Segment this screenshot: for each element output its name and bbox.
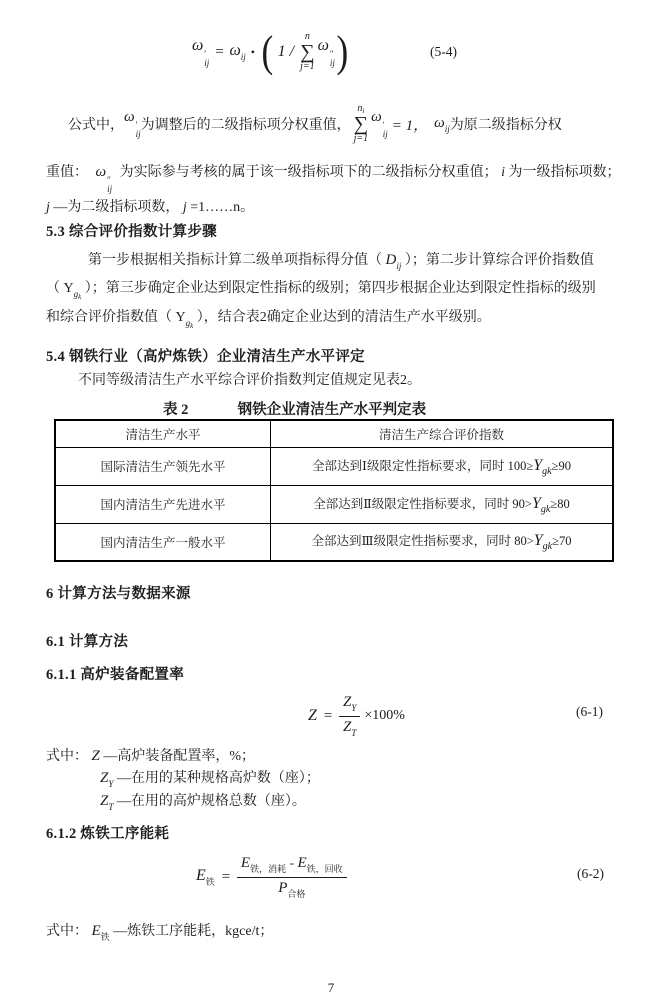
paragraph-formula-line2: [46, 162, 621, 194]
table-row: [55, 447, 613, 485]
text-run: =1……n。: [190, 200, 255, 215]
cell-criteria: [271, 485, 614, 523]
var-E-iron: $E_铁$: [91, 923, 110, 942]
var-j: j: [182, 200, 187, 215]
section-heading-6-1-1: 6.1.1 高炉装备配置率: [46, 667, 185, 683]
table-caption-label: 表 2: [163, 402, 189, 418]
var-Z-T: $Z_T$: [100, 793, 114, 812]
omega-prime-ij: ω ′ ij: [124, 109, 141, 139]
equals-sign: =: [214, 43, 225, 60]
table-row: [55, 523, 613, 561]
text-run: 为原二级指标分权: [449, 118, 562, 133]
var-Y-gk: Y: [533, 456, 543, 474]
text-run: —在用的高炉规格总数（座）。: [116, 794, 306, 809]
paragraph-5-3-line3: [46, 308, 491, 336]
equation-label-6-1: (6-1): [576, 704, 603, 719]
cell-criteria: [271, 523, 614, 561]
text-run: 和综合评价指数值（: [46, 310, 172, 325]
bullet-operator: •: [250, 44, 255, 59]
right-paren: ): [336, 27, 349, 77]
criteria-bound: ≥70: [552, 534, 572, 549]
table-2: [54, 419, 614, 562]
table-caption: [163, 398, 426, 419]
paragraph-formula-line1: [68, 98, 562, 150]
var-D-ij: $D_{ij}$: [385, 252, 402, 271]
paragraph-5-3-line1: [88, 250, 594, 276]
table-caption-title: 钢铁企业清洁生产水平判定表: [237, 402, 427, 418]
criteria-text: 全部达到Ⅱ级限定性指标要求，同时 90>: [313, 496, 532, 511]
table-row: [55, 485, 613, 523]
section-heading-6: 6 计算方法与数据来源: [46, 586, 191, 602]
section-heading-6-1-2: 6.1.2 炼铁工序能耗: [46, 826, 170, 842]
text-run: ），结合表2确定企业达到的清洁生产水平级别。: [196, 310, 491, 325]
header-cell-index: 清洁生产综合评价指数: [271, 420, 614, 447]
criteria-bound: ≥90: [551, 458, 571, 473]
section-heading-5-3: 5.3 综合评价指数计算步骤: [46, 224, 217, 240]
var-Y-gk: Y: [533, 532, 543, 550]
section-heading-6-1: 6.1 计算方法: [46, 634, 129, 650]
equals-sign: =: [220, 868, 231, 885]
var-Y-gk-sub: gk: [542, 541, 553, 553]
text-run: —高炉装备配置率，%；: [103, 749, 256, 764]
text-run: 第一步根据相关指标计算二级单项指标得分值（: [88, 253, 382, 268]
paragraph-5-4: 不同等级清洁生产水平综合评价指数判定值规定见表2。: [78, 373, 421, 388]
left-paren: (: [261, 27, 274, 77]
text-run: （: [46, 281, 60, 296]
var-i: i: [501, 165, 505, 180]
equals-sign: =: [322, 707, 334, 724]
text-run: —为二级指标项数，: [53, 200, 180, 215]
var-Y-gk-sub: gk: [542, 465, 552, 477]
where-6-1-line1: [46, 746, 255, 767]
equation-label-5-4: (5-4): [430, 44, 457, 59]
omega-prime-ij: ω ′ ij: [192, 36, 210, 68]
paragraph-formula-line3: [46, 198, 254, 218]
fraction: $\frac{Z_Y}{Z_T}$: [339, 694, 360, 738]
formula-6-1: [308, 691, 405, 741]
paragraph-5-3-line2: [46, 279, 596, 307]
criteria-text: 全部达到Ⅰ级限定性指标要求，同时 100≥: [312, 458, 534, 473]
cell-level: 国内清洁生产先进水平: [55, 485, 271, 523]
omega-ij: $\omega_{ij}$: [229, 42, 246, 62]
formula-6-2: [196, 850, 347, 904]
text-run: 式中：: [46, 749, 88, 764]
section-heading-5-4: 5.4 钢铁行业（高炉炼铁）企业清洁生产水平评定: [46, 349, 365, 365]
equals-one: = 1，: [391, 117, 429, 134]
var-Y-gk: $Y_{g_k}$: [63, 281, 82, 301]
criteria-bound: ≥80: [550, 496, 570, 511]
text-run: ）；第二步计算综合评价指数值: [404, 253, 594, 268]
table-header-row: [55, 420, 613, 447]
var-Z-Y: $Z_Y$: [100, 770, 114, 789]
text-run: 公式中，: [68, 118, 124, 133]
page-number: 7: [327, 980, 335, 995]
summation: n ∑ j=1: [300, 31, 315, 72]
var-Y-gk: $Y_{g_k}$: [175, 310, 194, 330]
equation-label-6-2: (6-2): [577, 866, 604, 881]
where-6-2: [46, 921, 273, 947]
var-Z: Z: [91, 748, 100, 764]
text-run: —炼铁工序能耗，kgce/t；: [113, 924, 274, 939]
var-Y-gk-sub: gk: [540, 503, 551, 515]
var-Y-gk: Y: [531, 494, 541, 512]
omega-ij: $\omega_{ij}$: [434, 114, 450, 134]
cell-level: 国内清洁生产一般水平: [55, 523, 271, 561]
header-cell-level: 清洁生产水平: [55, 420, 271, 447]
var-j: j: [46, 200, 50, 215]
fraction: $\frac{E_{铁,消耗} - E_{铁,回收}}{P_{合格}}$: [237, 855, 347, 899]
formula-5-4: [192, 24, 350, 80]
where-6-1-line3: [100, 791, 306, 817]
omega-prime-ij: ω ′ ij: [371, 109, 388, 139]
text-run: ）；第三步确定企业达到限定性指标的级别；第四步根据企业达到限定性指标的级别: [84, 281, 596, 296]
text-run: —在用的某种规格高炉数（座）；: [116, 771, 320, 786]
text-run: 式中：: [46, 924, 88, 939]
text-run: 重值：: [46, 165, 88, 180]
cell-criteria: [271, 447, 614, 485]
omega-dprime-ij: ω ″ ij: [317, 36, 335, 68]
criteria-text: 全部达到Ⅲ级限定性指标要求，同时 80>: [311, 534, 534, 549]
omega-dprime-ij: ω ″ ij: [95, 164, 113, 194]
var-E-iron: $E_铁$: [196, 866, 215, 887]
times-100: ×100%: [364, 708, 405, 723]
cell-level: 国际清洁生产领先水平: [55, 447, 271, 485]
text-run: 为实际参与考核的属于该一级指标项下的二级指标分权重值；: [119, 165, 498, 180]
var-Z: Z: [308, 707, 317, 724]
text-run: 为调整后的二级指标项分权重值，: [140, 118, 351, 133]
inline-summation: $n_i$ ∑ j=1: [353, 103, 369, 144]
one-over: 1 /: [277, 43, 295, 60]
text-run: 为一级指标项数；: [508, 165, 621, 180]
